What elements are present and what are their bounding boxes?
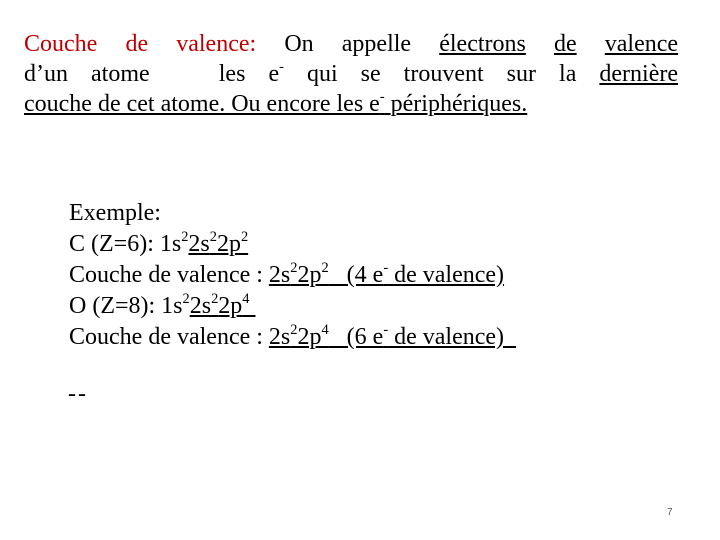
example-block: [69, 198, 516, 353]
oxygen-configuration: O (Z=8): $1s^22s^22p^4$: [69, 290, 250, 319]
definition-line-2: d’un atome les e- qui se trouvent sur la dernière: [24, 58, 678, 87]
definition-line-1: Couche de valence: On appelle électrons de valence: [24, 31, 679, 57]
carbon-configuration: C (Z=6): $1s^22s^22p^2$: [69, 228, 249, 257]
definition-term: Couche de valence:: [24, 31, 257, 57]
definition-line-3: couche de cet atome. Ou encore les e- périphériques.: [24, 88, 528, 117]
trailing-dashes: --: [68, 381, 88, 407]
definition-paragraph: [24, 29, 678, 119]
oxygen-valence-shell: Couche de valence : $2s^22p^4$ (6 e- de valence): [69, 321, 505, 350]
page-number: 7: [667, 507, 673, 518]
carbon-valence-shell: Couche de valence : $2s^22p^2$ (4 e- de valence): [69, 259, 505, 288]
example-title: Exemple:: [69, 200, 161, 226]
